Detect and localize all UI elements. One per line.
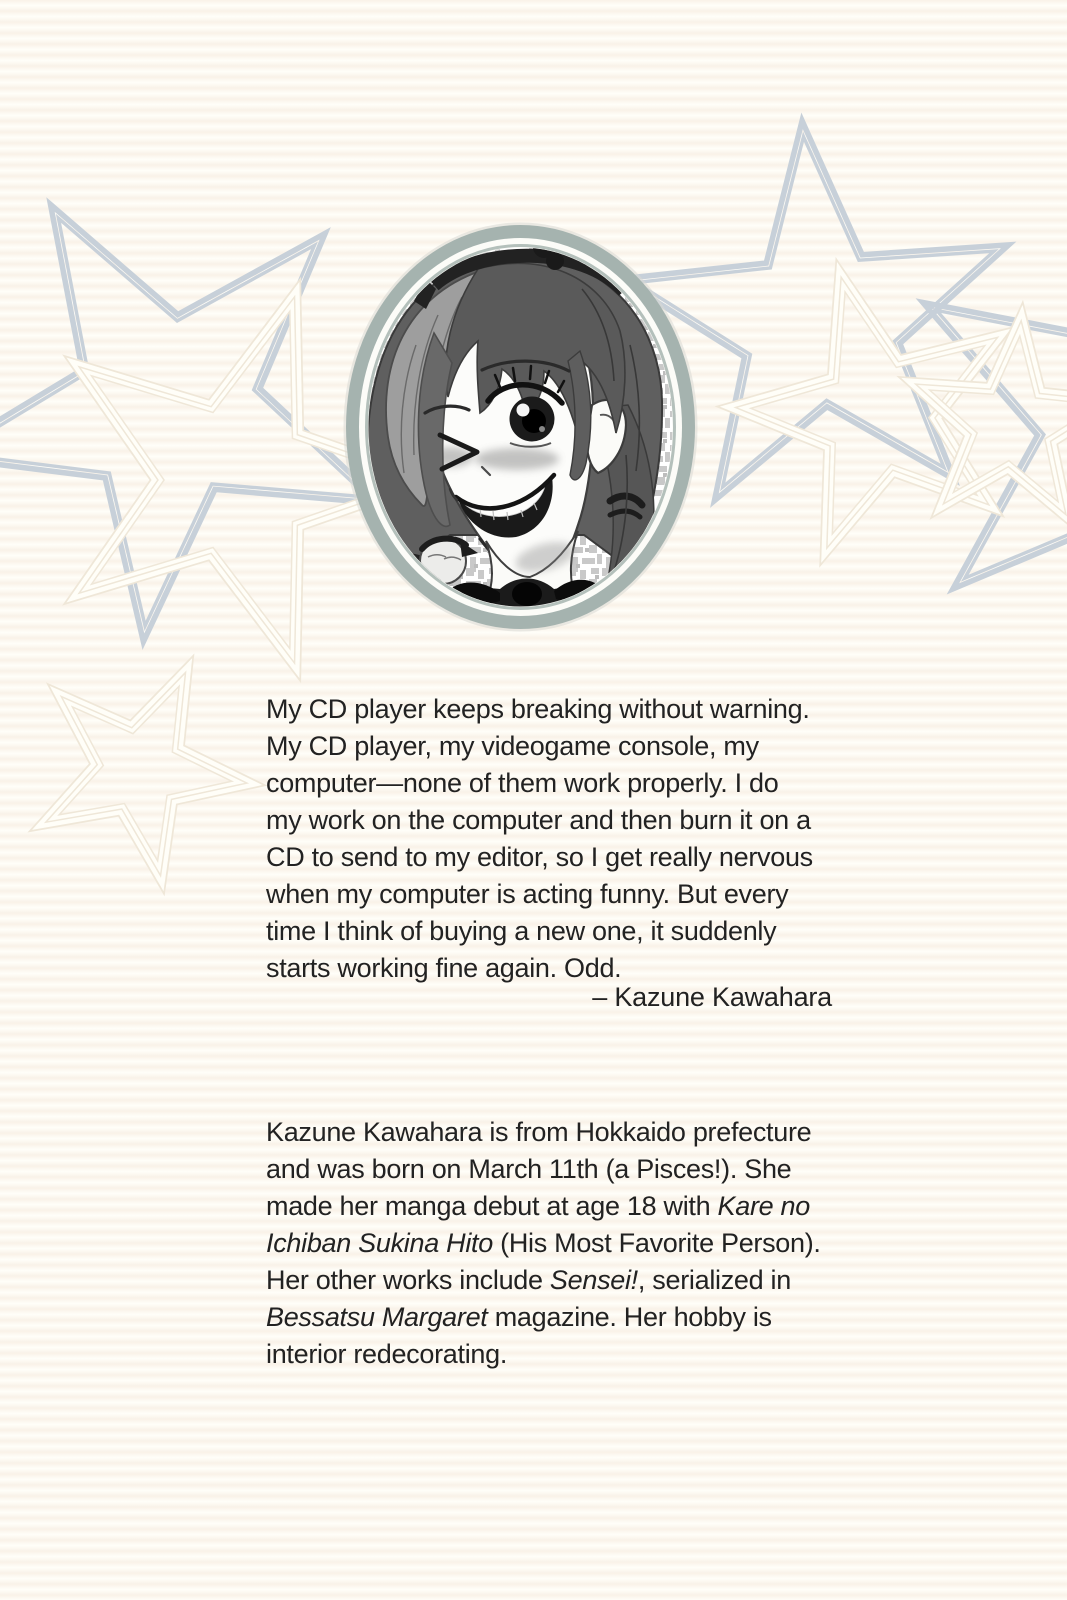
cream-star-outline	[39, 666, 254, 883]
text-line: Ichiban Sukina Hito (His Most Favorite Person).	[266, 1228, 821, 1258]
text-line: when my computer is acting funny. But every	[266, 879, 789, 909]
bow-knot	[512, 582, 542, 606]
attribution-line: – Kazune Kawahara	[592, 982, 832, 1012]
text-line: My CD player keeps breaking without warning.	[266, 694, 810, 724]
author-bio	[266, 1114, 821, 1373]
text-line: Her other works include Sensei!, serialized in	[266, 1265, 791, 1295]
text-line: Bessatsu Margaret magazine. Her hobby is	[266, 1302, 772, 1332]
gray-star-outline	[0, 205, 383, 642]
text-line: Kazune Kawahara is from Hokkaido prefecture	[266, 1117, 812, 1147]
text-line: made her manga debut at age 18 with Kare no	[266, 1191, 810, 1221]
text-line: computer—none of them work properly. I do	[266, 768, 779, 798]
author-portrait	[330, 205, 711, 645]
text-line: time I think of buying a new one, it suddenly	[266, 916, 777, 946]
text-line: my work on the computer and then burn it on a	[266, 805, 811, 835]
text-line: interior redecorating.	[266, 1339, 508, 1369]
text-line: starts working fine again. Odd.	[266, 953, 622, 983]
blush-right	[475, 448, 559, 470]
text-line: and was born on March 11th (a Pisces!). She	[266, 1154, 792, 1184]
portrait-illustration	[330, 205, 711, 645]
text-line: CD to send to my editor, so I get really nervous	[266, 842, 813, 872]
author-comment	[266, 691, 813, 987]
text-line: My CD player, my videogame console, my	[266, 731, 759, 761]
